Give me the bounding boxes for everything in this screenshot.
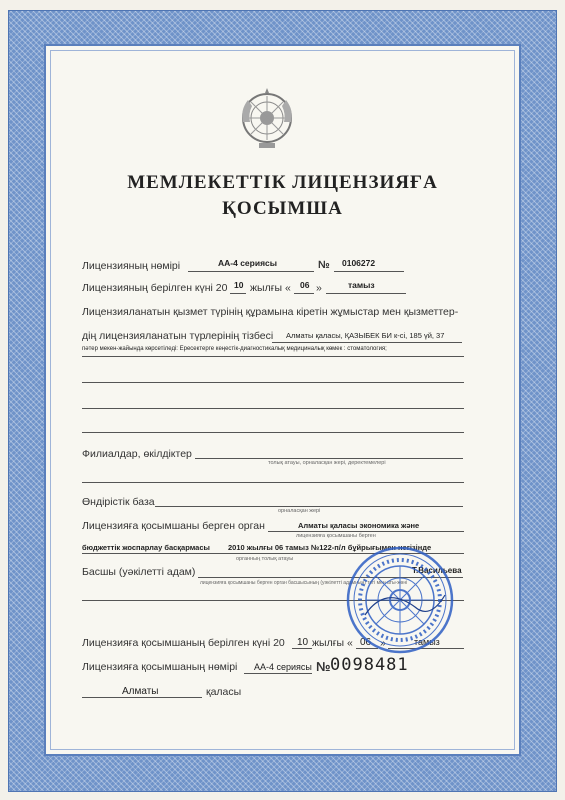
issue-month-value: тамыз xyxy=(348,280,375,290)
license-series-value: АА-4 сериясы xyxy=(218,258,278,268)
annex-number-sign: № xyxy=(316,659,331,674)
issue-year-underline xyxy=(230,293,246,294)
annex-number-label: Лицензияға қосымшаның нөмірі xyxy=(82,661,238,673)
annex-date-mid: жылғы « xyxy=(312,637,353,649)
activity-address-underline xyxy=(272,342,462,343)
document-title-line2: ҚОСЫМША xyxy=(222,198,343,219)
branches-label: Филиалдар, өкілдіктер xyxy=(82,448,192,460)
official-seal-icon xyxy=(345,545,455,655)
license-number-value: 0106272 xyxy=(342,258,376,268)
annex-date-close: » xyxy=(380,637,386,649)
issuer-label: Лицензияға қосымшаны берген орган xyxy=(82,520,265,532)
document-title-line1: МЕМЛЕКЕТТІК ЛИЦЕНЗИЯҒА xyxy=(127,172,438,193)
annex-day-value: 06 xyxy=(360,637,372,648)
city-name: Алматы xyxy=(122,686,159,697)
issue-date-label: Лицензияның берілген күні 20 xyxy=(82,282,228,294)
license-number-underline xyxy=(334,271,404,272)
head-label: Басшы (уәкілетті адам) xyxy=(82,566,196,578)
activity-text-line2: дің лицензияланатын түрлерінің тізбесі xyxy=(82,330,274,342)
annex-year-value: 10 xyxy=(297,637,309,648)
activity-line-4 xyxy=(82,432,464,433)
issuer-value-line1: Алматы қаласы экономика және xyxy=(298,521,420,530)
activity-line-2 xyxy=(82,382,464,383)
head-caption: лицензияға қосымшаны берген орган басшысының (уәкілетті адамның) тегі мен аты-жөні xyxy=(200,580,408,586)
branches-line-2 xyxy=(82,482,464,483)
issue-date-mid: жылғы « xyxy=(250,282,291,294)
activity-text-line1: Лицензияланатын қызмет түрінің құрамына кіретін жұмыстар мен қызметтер- xyxy=(82,306,459,318)
activity-line-3 xyxy=(82,408,464,409)
license-number-label: Лицензияның нөмірі xyxy=(82,260,181,272)
annex-series-underline xyxy=(244,673,312,674)
issue-date-close: » xyxy=(316,282,322,294)
activity-line-1 xyxy=(82,356,464,357)
issuer-caption-2: органның толық атауы xyxy=(236,556,294,562)
issue-day-underline xyxy=(294,293,314,294)
issue-year-value: 10 xyxy=(234,280,244,290)
issuer-underline-1 xyxy=(268,531,464,532)
license-series-underline xyxy=(188,271,314,272)
city-underline xyxy=(82,697,202,698)
issuer-order-basis: 2010 жылғы 06 тамыз №122-п/л бұйрығымен негізінде xyxy=(228,543,432,552)
activity-services: пәтер мекен-жайында көрсетіледі: Ересектерге кеңестік-диагностикалық медициналық көмек : стоматология; xyxy=(82,346,387,352)
annex-serial-number: 0098481 xyxy=(330,655,409,675)
production-base-underline xyxy=(155,506,463,507)
annex-series-value: АА-4 сериясы xyxy=(254,662,312,672)
branches-underline xyxy=(195,458,463,459)
head-name: Т.Васильева xyxy=(412,566,462,575)
annex-date-label: Лицензияға қосымшаның берілген күні 20 xyxy=(82,637,285,649)
issuer-value-line2: бюджеттік жоспарлау басқармасы xyxy=(82,543,210,552)
production-base-label: Өндірістік база xyxy=(82,496,155,508)
activity-address: Алматы қаласы, ҚАЗЫБЕК БИ к-сі, 185 үй, 37 xyxy=(286,331,445,340)
issue-month-underline xyxy=(326,293,406,294)
annex-year-underline xyxy=(292,648,312,649)
issuer-caption-1: лицензияға қосымшаны берген xyxy=(296,533,376,539)
branches-caption: толық атауы, орналасқан жері, деректемелері xyxy=(268,460,386,466)
number-sign: № xyxy=(318,259,330,271)
issue-day-value: 06 xyxy=(300,280,310,290)
city-suffix: қаласы xyxy=(206,686,242,698)
annex-month-value: тамыз xyxy=(414,637,440,647)
kazakhstan-emblem-icon xyxy=(240,88,294,150)
production-base-caption: орналасқан жері xyxy=(278,508,321,514)
